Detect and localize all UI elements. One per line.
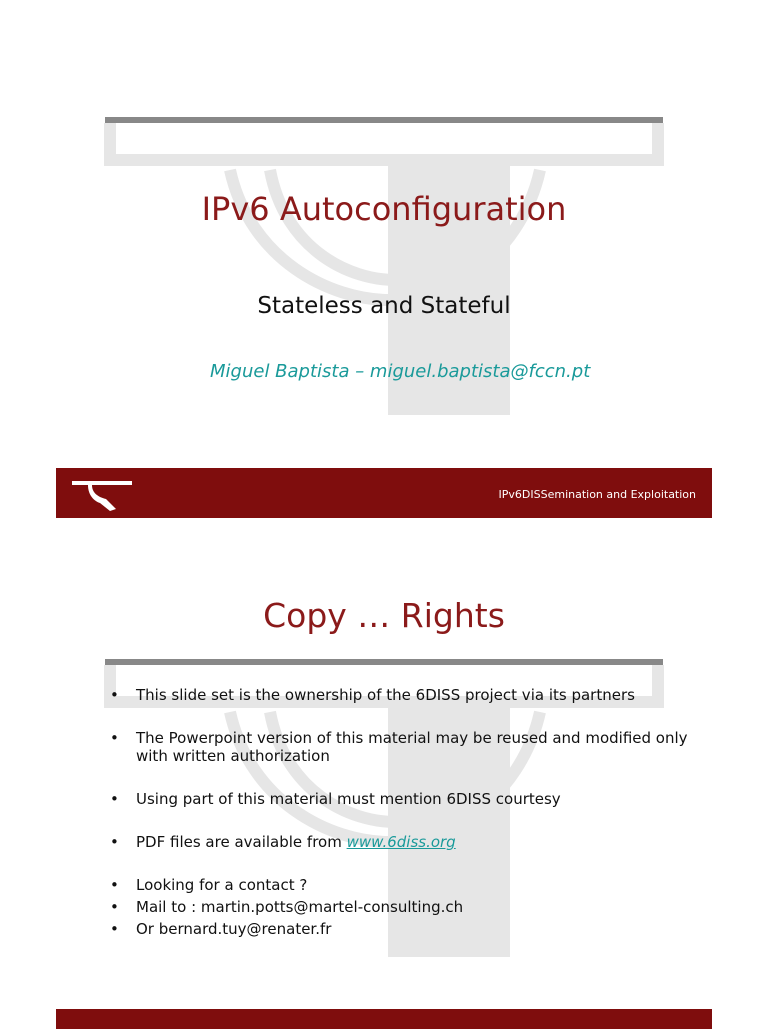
bullet-list bbox=[110, 686, 690, 942]
list-item: • The Powerpoint version of this material may be reused and modified only with written authorization bbox=[110, 729, 690, 765]
author-line: Miguel Baptista – miguel.baptista@fccn.pt bbox=[210, 361, 591, 382]
footer-bar bbox=[56, 1009, 712, 1029]
list-item: • PDF files are available from www.6diss.org bbox=[110, 833, 690, 851]
slide-title: Copy … Rights bbox=[263, 596, 505, 635]
footer-bar bbox=[56, 468, 712, 518]
hand-logo-icon bbox=[72, 479, 132, 511]
slide-subtitle: Stateless and Stateful bbox=[257, 293, 511, 319]
copyright-slide bbox=[0, 540, 768, 1024]
list-item: • Mail to : martin.potts@martel-consulting.ch bbox=[110, 898, 690, 916]
list-item: • Using part of this material must mention 6DISS courtesy bbox=[110, 790, 690, 808]
slide-title: IPv6 Autoconfiguration bbox=[201, 190, 567, 228]
website-link[interactable]: www.6diss.org bbox=[346, 833, 456, 851]
list-item: • This slide set is the ownership of the 6DISS project via its partners bbox=[110, 686, 690, 704]
footer-text: IPv6DISSemination and Exploitation bbox=[498, 488, 696, 501]
list-item: • Looking for a contact ? bbox=[110, 876, 690, 894]
list-item: • Or bernard.tuy@renater.fr bbox=[110, 920, 690, 938]
